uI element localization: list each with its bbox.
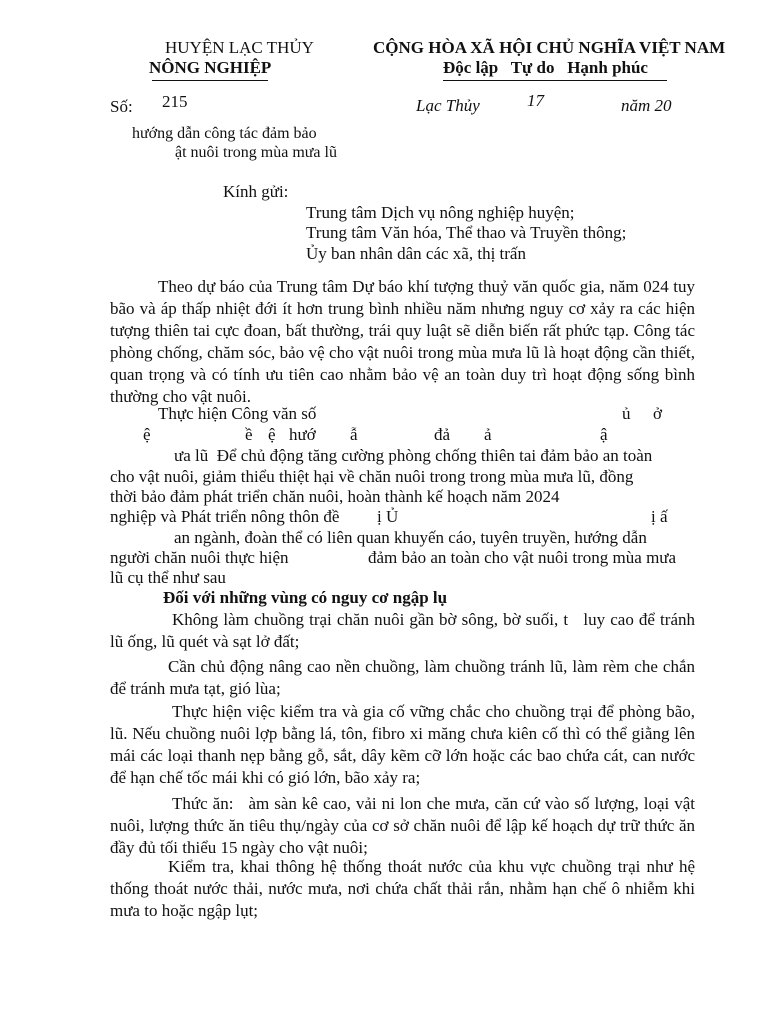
para2-line6c: ị ấ (651, 507, 668, 526)
para2-line6a: nghiệp và Phát triển nông thôn đề (110, 507, 340, 526)
para2-line8a: người chăn nuôi thực hiện (110, 548, 289, 567)
date-day: 17 (527, 91, 544, 110)
para2-line9: lũ cụ thể như sau (110, 568, 226, 587)
para2-line2-frag: ề (245, 425, 253, 444)
para2-line2-frag: ệ (268, 425, 276, 444)
para2-line6b: ị Ủ (377, 507, 399, 526)
district-name: HUYỆN LẠC THỦY (165, 38, 314, 57)
paragraph-forecast: Theo dự báo của Trung tâm Dự báo khí tượng thuỷ văn quốc gia, năm 024 tuy bão và áp thấp nhiệt đới ít hơn trung bình nhiều năm nhưng nguy cơ xảy ra các hiện tượng thiên tai cực đoan, bất thường, trái quy luật sẽ diễn biến rất phức tạp. Công tác phòng chống, chăm sóc, bảo vệ cho vật nuôi trong mùa mưa lũ là hoạt động cần thiết, quan trọng và có tính ưu tiên cao nhằm bảo vệ an toàn duy trì hoạt động sống bình thường cho vật nuôi. (110, 277, 695, 406)
recipient-item: Trung tâm Dịch vụ nông nghiệp huyện; (306, 203, 575, 222)
guideline-item: Thức ăn: àm sàn kê cao, vải ni lon che mưa, căn cứ vào số lượng, loại vật nuôi, lượng thức ăn tiêu thụ/ngày của cơ sở chăn nuôi để lập kế hoạch dự trữ thức ăn đầy đủ tối thiểu 15 ngày cho vật nuôi; (110, 794, 700, 857)
para2-line2-frag: ệ (143, 425, 151, 444)
recipient-item: Ủy ban nhân dân các xã, thị trấn (306, 244, 526, 263)
para2-line8b: đảm bảo an toàn cho vật nuôi trong mùa mưa (368, 548, 677, 567)
country-name: CỘNG HÒA XÃ HỘI CHỦ NGHĨA VIỆT NAM (373, 38, 726, 57)
para2-line1c: ở (653, 404, 662, 423)
para2-line2-frag: ả (484, 425, 492, 444)
national-motto: Độc lập Tự do Hạnh phúc (443, 58, 648, 77)
guideline-item: Cần chủ động nâng cao nền chuồng, làm chuồng tránh lũ, làm rèm che chắn để tránh mưa tạt, gió lùa; (110, 657, 695, 698)
para2-line7: an ngành, đoàn thể có liên quan khuyến cáo, tuyên truyền, hướng dẫn (174, 528, 647, 547)
recipients-label: Kính gửi: (223, 182, 289, 201)
guideline-item: Không làm chuồng trại chăn nuôi gần bờ sông, bờ suối, t luy cao để tránh lũ ống, lũ quét và sạt lở đất; (110, 610, 700, 651)
department-underline (152, 80, 268, 81)
para2-line2-frag: ẫ (350, 425, 358, 444)
para2-line5: thời bảo đảm phát triển chăn nuôi, hoàn thành kế hoạch năm 2024 (110, 487, 560, 506)
date-year: năm 20 (621, 96, 672, 115)
para2-line2-frag: ậ (600, 425, 608, 444)
guideline-item: Thực hiện việc kiểm tra và gia cố vững chắc cho chuồng trại để phòng bão, lũ. Nếu chuồng nuôi lợp bằng lá, tôn, fibro xi măng chưa kiên cố thì có thể giằng lên mái các loại thanh nẹp bằng gỗ, sắt, dây kẽm cỡ lớn hoặc các bao chứa cát, can nước để hạn chế tốc mái khi có gió lớn, bão xảy ra; (110, 702, 695, 787)
guideline-item: Kiểm tra, khai thông hệ thống thoát nước của khu vực chuồng trại như hệ thống thoát nước thải, nước mưa, nơi chứa chất thải rắn, nhằm hạn chế ô nhiễm khi mưa to hoặc ngập lụt; (110, 857, 695, 920)
document-number-label: Số: (110, 97, 133, 116)
subject-line-2: ật nuôi trong mùa mưa lũ (175, 144, 337, 161)
para2-line2-frag: đả (434, 425, 451, 444)
para2-line2-frag: hướ (289, 425, 316, 444)
para2-line1a: Thực hiện Công văn số (158, 404, 317, 423)
department-name: NÔNG NGHIỆP (149, 58, 272, 77)
para2-line1b: ủ (622, 404, 631, 423)
subject-line-1: hướng dẫn công tác đảm bảo (132, 125, 317, 142)
recipient-item: Trung tâm Văn hóa, Thể thao và Truyền thông; (306, 223, 627, 242)
para2-line3: ưa lũ Để chủ động tăng cường phòng chống thiên tai đảm bảo an toàn (174, 446, 653, 465)
place-name: Lạc Thủy (416, 96, 480, 115)
section-heading: Đối với những vùng có nguy cơ ngập lụ (163, 588, 448, 607)
para2-line4: cho vật nuôi, giảm thiểu thiệt hại về chăn nuôi trong trong mùa mưa lũ, đồng (110, 467, 634, 486)
motto-underline (443, 80, 667, 81)
document-number: 215 (162, 92, 188, 111)
